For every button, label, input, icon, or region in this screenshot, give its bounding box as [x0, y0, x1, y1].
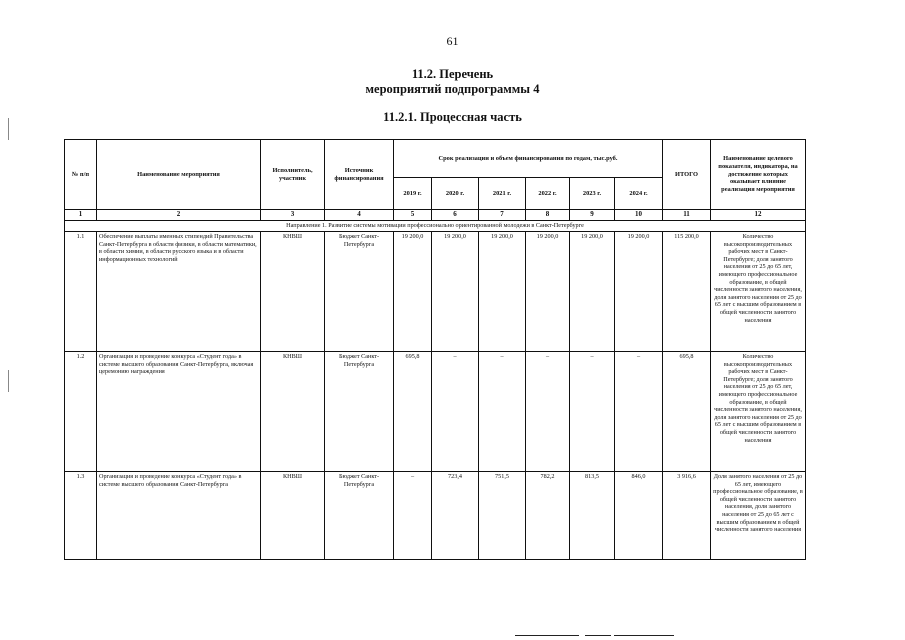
year-value: 19 200,0	[394, 232, 432, 352]
table-row	[65, 352, 806, 472]
executor: КНВШ	[261, 232, 325, 352]
column-number: 3	[261, 210, 325, 221]
header-year: 2019 г.	[394, 178, 432, 210]
activity-name: Организация и проведение конкурса «Студент года» в системе высшего образования Санкт-Петербурга, включая церемонию награждения	[97, 352, 261, 472]
header-num: № п/п	[65, 140, 97, 210]
column-number: 10	[615, 210, 663, 221]
row-number: 1.3	[65, 472, 97, 560]
header-year: 2020 г.	[432, 178, 479, 210]
column-number: 5	[394, 210, 432, 221]
year-value: –	[570, 352, 615, 472]
header-year: 2024 г.	[615, 178, 663, 210]
row-number: 1.2	[65, 352, 97, 472]
table-row	[65, 472, 806, 560]
title-line-2: мероприятий подпрограммы 4	[365, 82, 540, 96]
total-value: 115 200,0	[663, 232, 711, 352]
indicator: Количество высокопроизводительных рабочих мест в Санкт-Петербурге; доля занятого населения от 25 до 65 лет, имеющего профессиональное образование, в общей численности занятого населения, доля занятого населения от 25 до 65 лет с высшим образованием в общей численности занятого населения	[711, 352, 806, 472]
header-year: 2023 г.	[570, 178, 615, 210]
executor: КНВШ	[261, 352, 325, 472]
executor: КНВШ	[261, 472, 325, 560]
header-executor: Исполнитель, участник	[261, 140, 325, 210]
activity-name: Организация и проведение конкурса «Студент года» в системе высшего образования Санкт-Петербурга	[97, 472, 261, 560]
year-value: 813,5	[570, 472, 615, 560]
year-value: –	[615, 352, 663, 472]
row-number: 1.1	[65, 232, 97, 352]
funding-source: Бюджет Санкт-Петербурга	[325, 472, 394, 560]
year-value: 19 200,0	[479, 232, 526, 352]
year-value: 19 200,0	[432, 232, 479, 352]
column-number: 2	[97, 210, 261, 221]
indicator: Доля занятого населения от 25 до 65 лет, имеющего профессиональное образование, в общей численности занятого населения, доля занятого населения от 25 до 65 лет с высшим образованием в общей численности занятого населения	[711, 472, 806, 560]
header-year: 2021 г.	[479, 178, 526, 210]
year-value: 782,2	[526, 472, 570, 560]
activity-name: Обеспечение выплаты именных стипендий Правительства Санкт-Петербурга в области физики, в области математики, в области химии, в области русского языка и в области информационных технологий	[97, 232, 261, 352]
header-total: ИТОГО	[663, 140, 711, 210]
funding-source: Бюджет Санкт-Петербурга	[325, 352, 394, 472]
page-number: 61	[446, 34, 459, 48]
column-number: 6	[432, 210, 479, 221]
year-value: –	[479, 352, 526, 472]
total-value: 695,8	[663, 352, 711, 472]
activities-table	[64, 139, 806, 560]
year-value: 846,0	[615, 472, 663, 560]
year-value: 19 200,0	[570, 232, 615, 352]
column-number: 1	[65, 210, 97, 221]
document-title	[0, 67, 905, 97]
column-number: 8	[526, 210, 570, 221]
title-line-1: 11.2. Перечень	[411, 67, 494, 81]
total-value: 3 916,6	[663, 472, 711, 560]
year-value: –	[394, 472, 432, 560]
year-value: –	[432, 352, 479, 472]
header-name: Наименование мероприятия	[97, 140, 261, 210]
year-value: 19 200,0	[526, 232, 570, 352]
funding-source: Бюджет Санкт-Петербурга	[325, 232, 394, 352]
table-row	[65, 232, 806, 352]
margin-mark	[8, 370, 9, 392]
header-indicator: Наименование целевого показателя, индикатора, на достижение которых оказывает влияние реализация мероприятия	[711, 140, 806, 210]
indicator: Количество высокопроизводительных рабочих мест в Санкт-Петербурге; доля занятого населения от 25 до 65 лет, имеющего профессиональное образование, в общей численности занятого населения, доля занятого населения от 25 до 65 лет с высшим образованием в общей численности занятого населения	[711, 232, 806, 352]
column-number: 12	[711, 210, 806, 221]
column-number: 7	[479, 210, 526, 221]
year-value: 723,4	[432, 472, 479, 560]
footer-rule	[585, 635, 611, 636]
year-value: 695,8	[394, 352, 432, 472]
column-number: 11	[663, 210, 711, 221]
year-value: 19 200,0	[615, 232, 663, 352]
section-subtitle: 11.2.1. Процессная часть	[383, 110, 522, 124]
year-value: –	[526, 352, 570, 472]
header-source: Источник финансирования	[325, 140, 394, 210]
direction-row: Направление 1. Развитие системы мотивации профессионально ориентированной молодежи в Санкт-Петербурге	[65, 221, 806, 232]
header-period: Срок реализации и объем финансирования по годам, тыс.руб.	[394, 140, 663, 178]
footer-rule	[515, 635, 579, 636]
column-number: 9	[570, 210, 615, 221]
year-value: 751,5	[479, 472, 526, 560]
footer-rule	[614, 635, 674, 636]
margin-mark	[8, 118, 9, 140]
header-year: 2022 г.	[526, 178, 570, 210]
column-number: 4	[325, 210, 394, 221]
